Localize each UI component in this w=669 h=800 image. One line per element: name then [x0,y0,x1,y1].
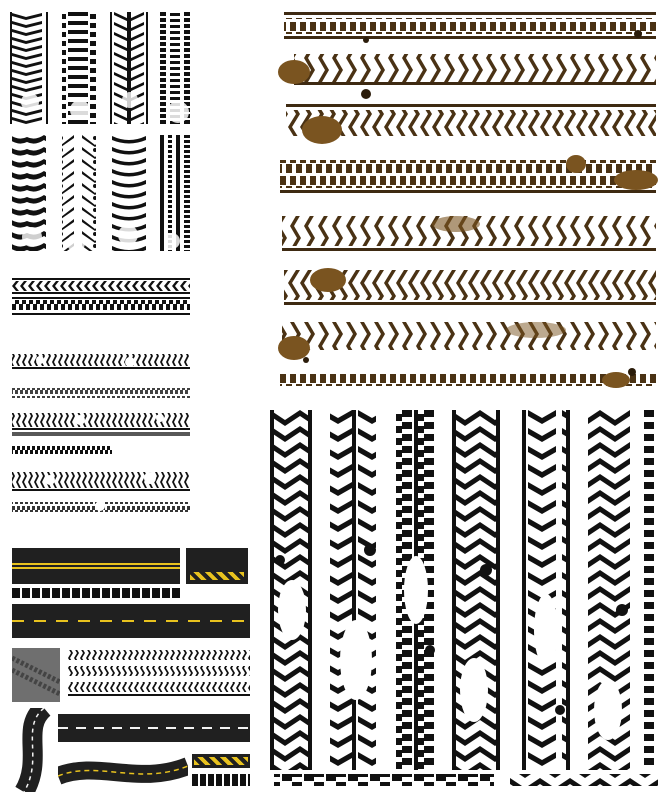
gray-road-tracks-art [12,648,60,702]
large-vertical-tire-tracks [270,410,662,796]
road-piece-hazard-stripe [186,548,248,584]
road-piece-white-dashed [58,714,250,742]
large-vertical-tracks-art [270,410,662,796]
grunge-horizontal-tracks-art [10,350,192,520]
vertical-tracks-row-1-art [10,12,190,127]
hazard-stripes-small [194,757,248,765]
road-dash-white [58,727,250,729]
winding-road-art [10,708,54,792]
grunge-horizontal-tracks [10,350,192,520]
road-piece-hazard-small [192,754,250,768]
road-piece-white-edges [12,588,180,598]
road-piece-yellow-double-line [12,548,180,584]
road-line-yellow-2 [12,567,180,569]
road-dash-yellow [12,620,250,622]
curved-road-art [58,750,188,790]
road-piece-gray-tracks [12,648,60,702]
vertical-tire-tracks-row-2 [10,135,190,253]
muddy-tire-tracks [276,10,659,392]
road-piece-winding [10,708,54,792]
tire-track-stack [68,648,250,700]
horizontal-thin-tracks [12,276,190,316]
vertical-tracks-row-2-art [10,135,190,253]
vertical-tire-tracks-row-1 [10,12,190,127]
road-line-yellow [12,563,180,565]
road-piece-edge-strip [192,774,250,786]
road-piece-curved [58,750,188,790]
horizontal-thin-tracks-art [12,276,190,316]
hazard-stripes [190,572,244,580]
muddy-tracks-art [276,10,659,392]
road-piece-dashed-yellow [12,604,250,638]
tire-track-stack-art [68,648,250,700]
